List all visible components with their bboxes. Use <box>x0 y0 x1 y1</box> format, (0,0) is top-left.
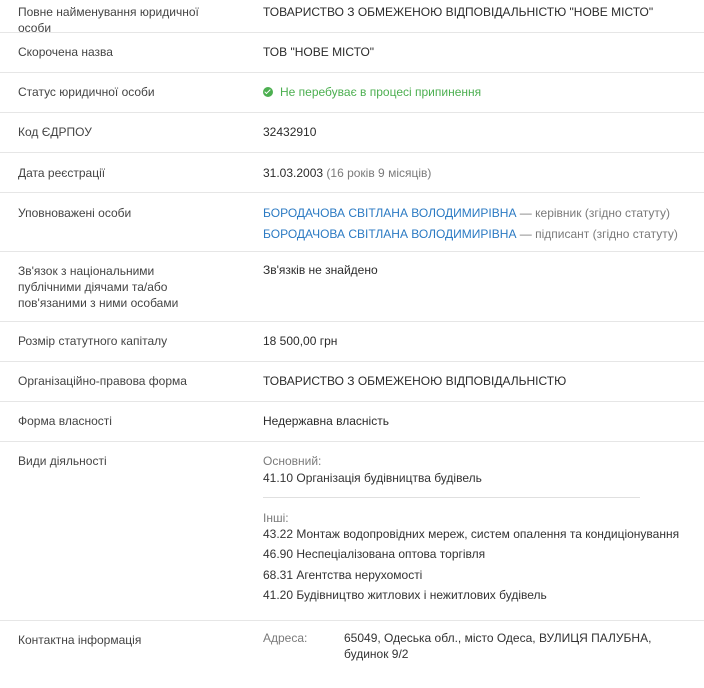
legal-form-label: Організаційно-правова форма <box>18 374 187 388</box>
authorized-person-2-role: — підписант (згідно статуту) <box>519 227 678 241</box>
row-contacts <box>0 621 704 688</box>
contacts-label: Контактна інформація <box>18 633 142 647</box>
row-authorized <box>0 193 704 252</box>
row-capital <box>0 322 704 362</box>
row-full-name <box>0 0 704 33</box>
check-circle-icon <box>263 87 273 97</box>
address-line-2: будинок 9/2 <box>344 647 409 661</box>
short-name-label: Скорочена назва <box>18 45 113 59</box>
activities-main-heading: Основний: <box>263 454 322 468</box>
status-text: Не перебуває в процесі припинення <box>280 85 482 99</box>
pep-links-value: Зв'язків не знайдено <box>263 263 378 277</box>
activities-divider <box>263 497 640 498</box>
edrpou-value: 32432910 <box>263 125 317 139</box>
address-label: Адреса: <box>263 631 308 645</box>
status-value <box>263 84 694 100</box>
activities-label: Види діяльності <box>18 454 107 468</box>
reg-date-label: Дата реєстрації <box>18 166 106 180</box>
authorized-person-1-role: — керівник (згідно статуту) <box>519 206 671 220</box>
capital-label: Розмір статутного капіталу <box>18 334 168 348</box>
status-label: Статус юридичної особи <box>18 85 155 99</box>
ownership-value: Недержавна власність <box>263 414 389 428</box>
legal-form-value: ТОВАРИСТВО З ОБМЕЖЕНОЮ ВІДПОВІДАЛЬНІСТЮ <box>263 374 567 388</box>
full-name-label: Повне найменування юридичної особи <box>18 5 199 35</box>
authorized-person-2-link[interactable]: БОРОДАЧОВА СВІТЛАНА ВОЛОДИМИРІВНА <box>263 227 517 241</box>
capital-value: 18 500,00 грн <box>263 334 338 348</box>
short-name-value: ТОВ "НОВЕ МІСТО" <box>263 45 375 59</box>
activity-other-2: 46.90 Неспеціалізована оптова торгівля <box>263 547 486 561</box>
row-activities <box>0 442 704 621</box>
authorized-person-1 <box>263 205 694 221</box>
row-status <box>0 73 704 113</box>
activity-other-1: 43.22 Монтаж водопровідних мереж, систем опалення та кондиціонування <box>263 527 680 541</box>
row-legal-form <box>0 362 704 402</box>
reg-date-date: 31.03.2003 <box>263 166 324 180</box>
address-line-1: 65049, Одеська обл., місто Одеса, ВУЛИЦЯ ПАЛУБНА, <box>344 631 652 645</box>
pep-links-label: Зв'язок з національними публічними діячами та/або пов'язаними з ними особами <box>18 264 179 310</box>
activities-other-heading: Інші: <box>263 511 289 525</box>
edrpou-label: Код ЄДРПОУ <box>18 125 92 139</box>
authorized-person-1-link[interactable]: БОРОДАЧОВА СВІТЛАНА ВОЛОДИМИРІВНА <box>263 206 517 220</box>
authorized-label: Уповноважені особи <box>18 206 132 220</box>
row-reg-date <box>0 153 704 193</box>
row-pep-links <box>0 252 704 322</box>
reg-date-value <box>263 165 694 181</box>
ownership-label: Форма власності <box>18 414 112 428</box>
activity-other-4: 41.20 Будівництво житлових і нежитлових будівель <box>263 588 547 602</box>
row-short-name <box>0 33 704 73</box>
activity-other-3: 68.31 Агентства нерухомості <box>263 568 423 582</box>
authorized-person-2 <box>263 226 694 242</box>
row-ownership <box>0 402 704 442</box>
row-edrpou <box>0 113 704 153</box>
reg-date-age: (16 років 9 місяців) <box>326 166 432 180</box>
activity-main: 41.10 Організація будівництва будівель <box>263 471 482 485</box>
full-name-value: ТОВАРИСТВО З ОБМЕЖЕНОЮ ВІДПОВІДАЛЬНІСТЮ "НОВЕ МІСТО" <box>263 5 654 19</box>
